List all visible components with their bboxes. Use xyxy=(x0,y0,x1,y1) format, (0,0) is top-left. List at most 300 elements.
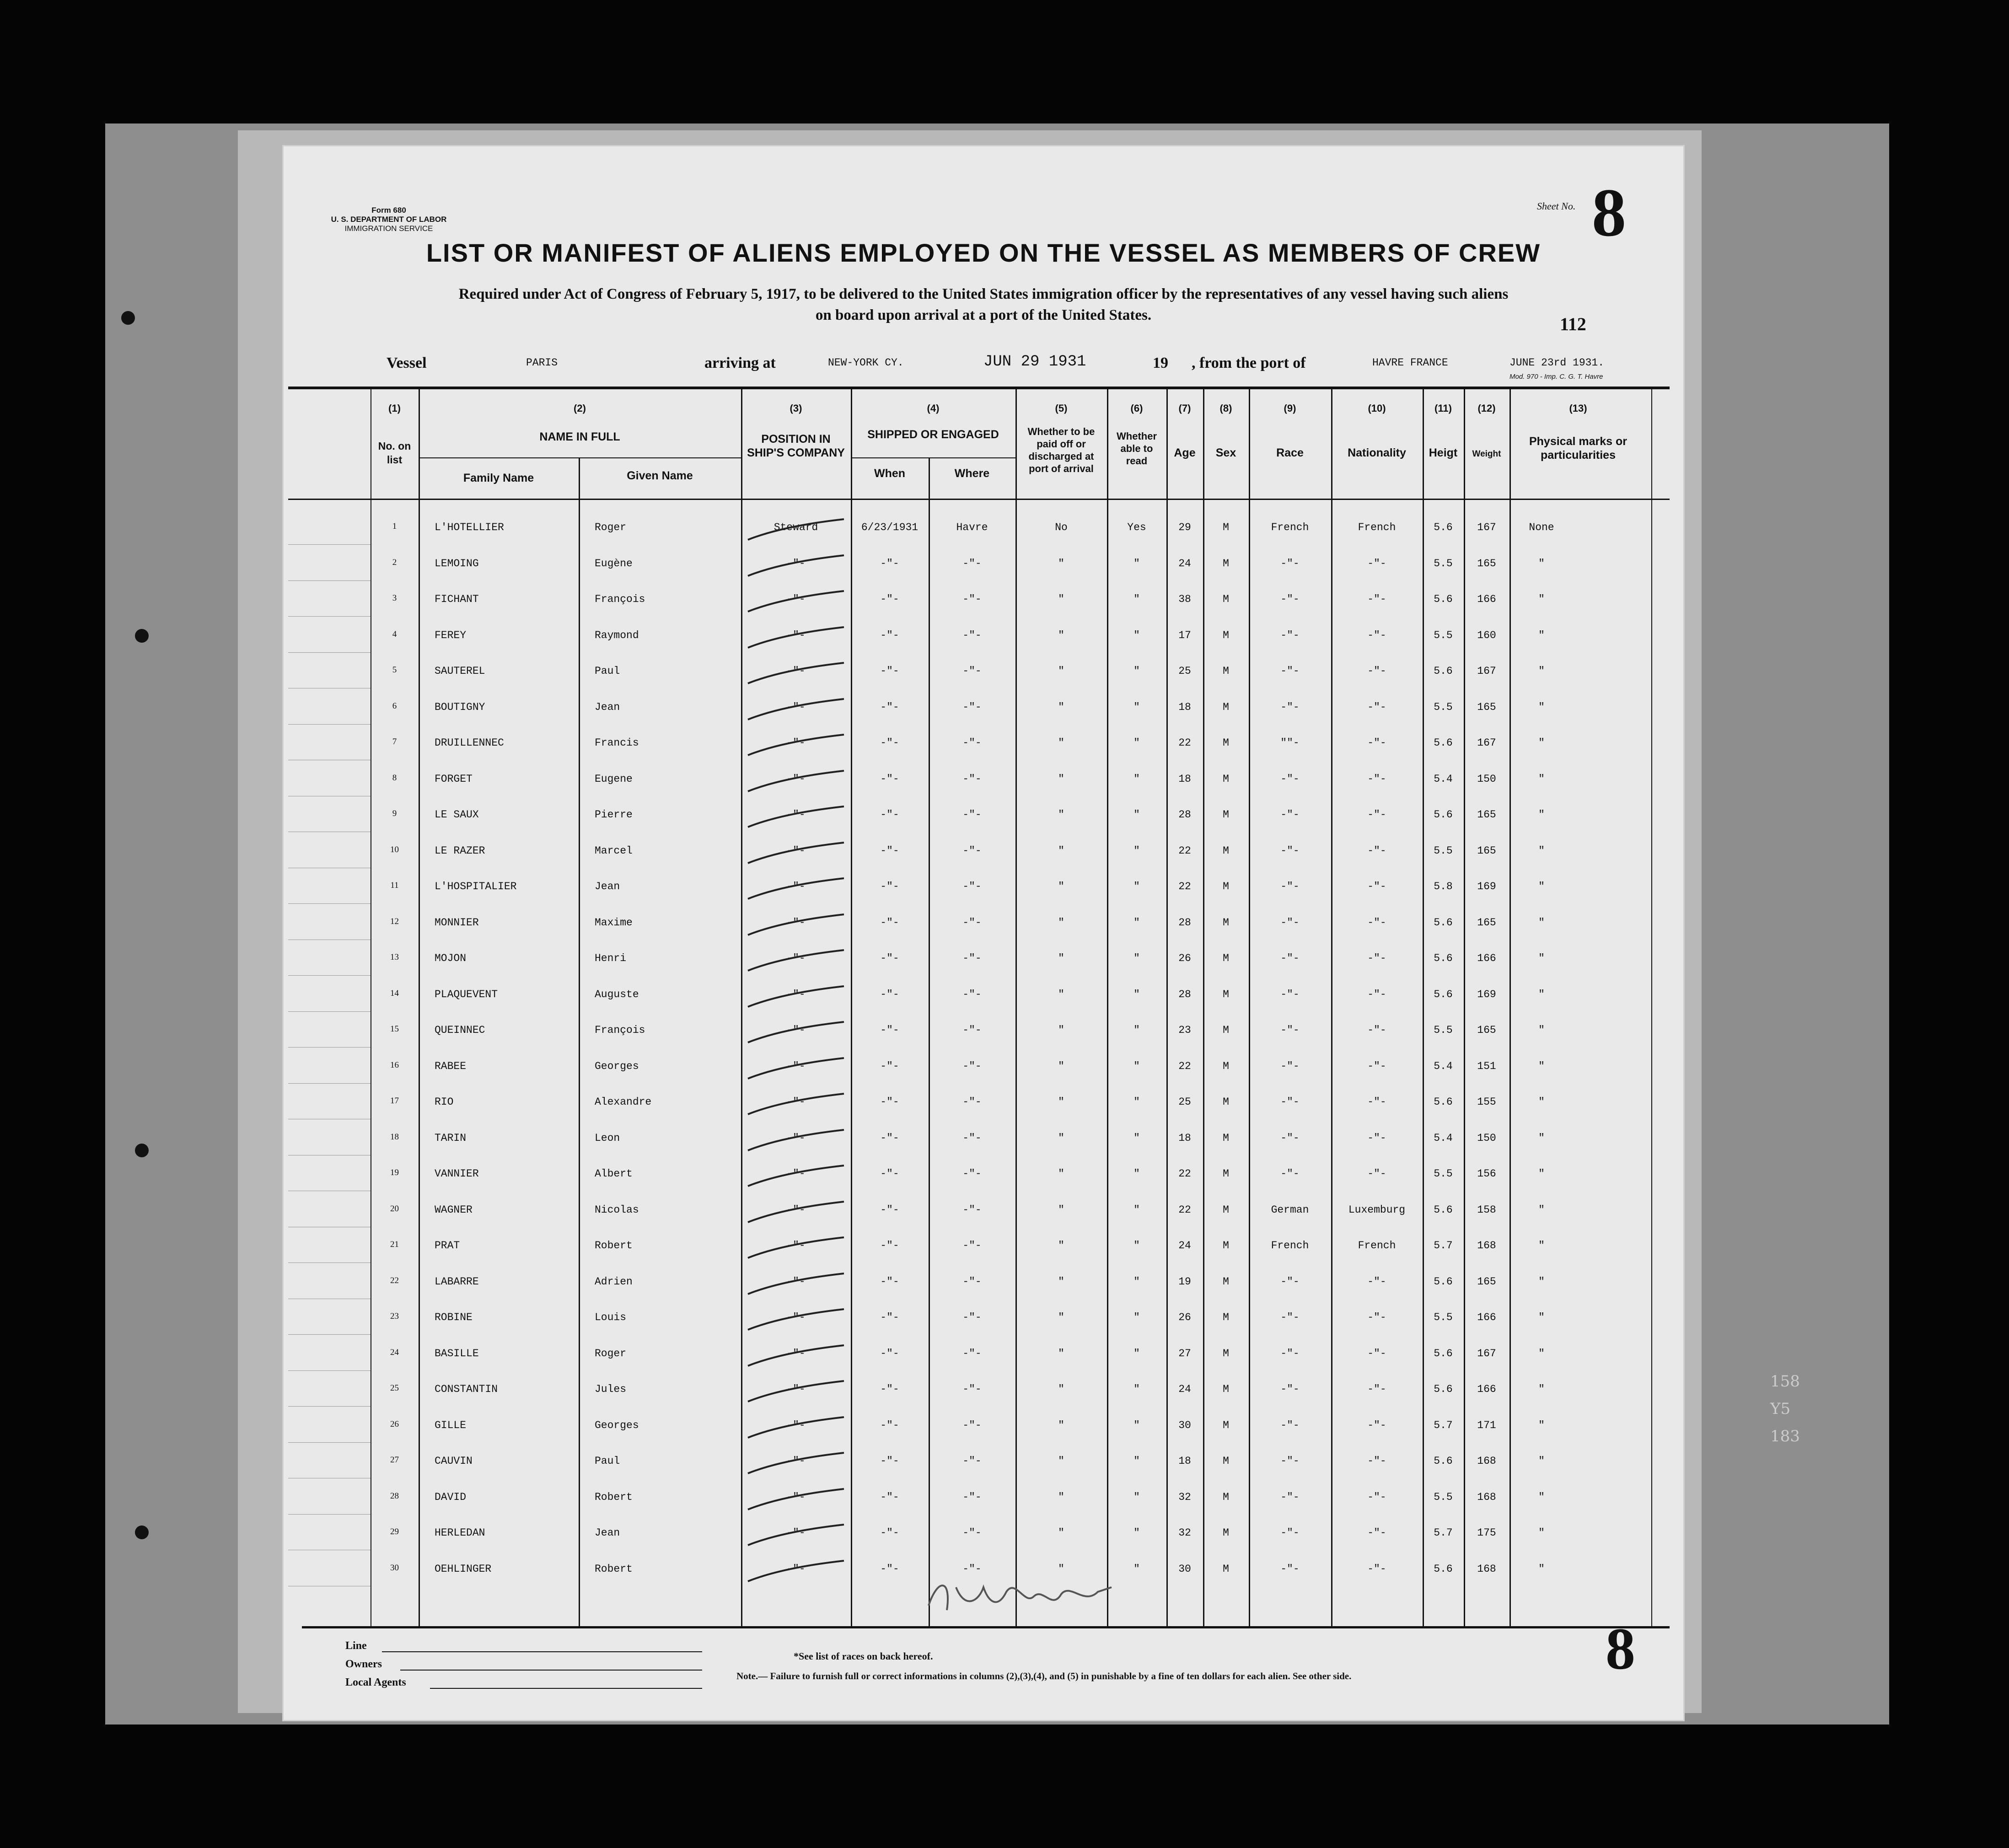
shipped-subheader-rule xyxy=(851,457,1015,458)
cell-nationality: -"- xyxy=(1367,881,1386,892)
cell-given: Raymond xyxy=(595,629,639,641)
cell-weight: 150 xyxy=(1477,1132,1496,1144)
col-num-5: (5) xyxy=(1055,403,1068,414)
check-mark xyxy=(743,732,849,760)
cell-weight: 158 xyxy=(1477,1203,1496,1216)
cell-no: 10 xyxy=(390,844,399,854)
cell-age: 28 xyxy=(1178,988,1191,1000)
cell-family: FEREY xyxy=(435,629,467,641)
cell-where: -"- xyxy=(962,809,982,821)
cell-sex: M xyxy=(1223,881,1229,892)
cell-marks: " xyxy=(1538,809,1545,821)
cell-position: -"- xyxy=(786,916,806,929)
cell-race: -"- xyxy=(1280,809,1300,821)
cell-paid: " xyxy=(1058,665,1064,677)
cell-age: 28 xyxy=(1178,809,1191,821)
cell-when: -"- xyxy=(880,1168,899,1180)
cell-read: " xyxy=(1133,773,1140,785)
header-height: Heigt xyxy=(1429,446,1458,459)
footer-owners-underline xyxy=(400,1670,702,1671)
check-mark xyxy=(743,840,849,868)
cell-given: Nicolas xyxy=(595,1203,639,1216)
cell-race: -"- xyxy=(1280,1275,1300,1288)
cell-height: 5.8 xyxy=(1434,881,1453,892)
cell-nationality: -"- xyxy=(1367,1527,1386,1539)
cell-given: Henri xyxy=(595,952,627,964)
cell-given: Georges xyxy=(595,1060,639,1072)
cell-sex: M xyxy=(1223,1240,1229,1252)
cell-age: 18 xyxy=(1178,773,1191,785)
table-row xyxy=(284,1230,1683,1266)
table-row xyxy=(284,584,1683,620)
cell-where: -"- xyxy=(962,916,982,929)
cell-read: " xyxy=(1133,1491,1140,1503)
row-rule xyxy=(288,1334,371,1335)
row-rule xyxy=(288,975,371,976)
cell-when: -"- xyxy=(880,1347,899,1359)
cell-nationality: -"- xyxy=(1367,1096,1386,1108)
row-rule xyxy=(288,1442,371,1443)
table-row xyxy=(284,620,1683,656)
cell-given: Jean xyxy=(595,881,620,892)
cell-family: BASILLE xyxy=(435,1347,479,1359)
cell-age: 25 xyxy=(1178,1096,1191,1108)
cell-family: QUEINNEC xyxy=(435,1024,485,1036)
cell-read: " xyxy=(1133,557,1140,569)
cell-position: -"- xyxy=(786,665,806,677)
sheet-number: 8 xyxy=(1592,175,1626,251)
cell-given: Auguste xyxy=(595,988,639,1000)
check-mark xyxy=(743,1163,849,1191)
cell-nationality: -"- xyxy=(1367,1024,1386,1036)
cell-when: -"- xyxy=(880,1491,899,1503)
cell-height: 5.7 xyxy=(1434,1527,1453,1539)
cell-marks: " xyxy=(1538,1024,1545,1036)
cell-given: Adrien xyxy=(595,1275,633,1288)
cell-given: Marcel xyxy=(595,844,633,857)
cell-height: 5.5 xyxy=(1434,629,1453,641)
vessel-label: Vessel xyxy=(387,355,427,371)
cell-position: -"- xyxy=(786,1347,806,1359)
cell-position: -"- xyxy=(786,1563,806,1575)
cell-read: " xyxy=(1133,1419,1140,1431)
cell-family: VANNIER xyxy=(435,1168,479,1180)
check-mark xyxy=(743,804,849,832)
cell-weight: 165 xyxy=(1477,844,1496,857)
cell-nationality: -"- xyxy=(1367,593,1386,605)
col-num-10: (10) xyxy=(1368,403,1386,414)
cell-height: 5.5 xyxy=(1434,844,1453,857)
cell-no: 30 xyxy=(390,1563,399,1573)
cell-paid: " xyxy=(1058,737,1064,749)
cell-race: -"- xyxy=(1280,1060,1300,1072)
cell-when: -"- xyxy=(880,844,899,857)
header-sex: Sex xyxy=(1215,446,1236,459)
cell-sex: M xyxy=(1223,1132,1229,1144)
cell-marks: " xyxy=(1538,1132,1545,1144)
cell-position: -"- xyxy=(786,1383,806,1395)
cell-where: -"- xyxy=(962,557,982,569)
cell-position: -"- xyxy=(786,809,806,821)
cell-age: 30 xyxy=(1178,1419,1191,1431)
cell-read: " xyxy=(1133,701,1140,713)
row-rule xyxy=(288,903,371,904)
cell-marks: " xyxy=(1538,1275,1545,1288)
cell-weight: 167 xyxy=(1477,1347,1496,1359)
cell-where: -"- xyxy=(962,988,982,1000)
row-rule xyxy=(288,1262,371,1263)
cell-where: -"- xyxy=(962,1455,982,1467)
cell-marks: " xyxy=(1538,1527,1545,1539)
cell-sex: M xyxy=(1223,1491,1229,1503)
cell-no: 7 xyxy=(392,737,397,747)
form-number: Form 680 xyxy=(371,206,406,215)
cell-nationality: -"- xyxy=(1367,916,1386,929)
cell-position: -"- xyxy=(786,844,806,857)
row-rule xyxy=(288,616,371,617)
cell-nationality: -"- xyxy=(1367,1168,1386,1180)
cell-marks: " xyxy=(1538,916,1545,929)
row-rule xyxy=(288,1406,371,1407)
cell-where: -"- xyxy=(962,881,982,892)
cell-weight: 166 xyxy=(1477,1383,1496,1395)
cell-weight: 165 xyxy=(1477,1275,1496,1288)
cell-sex: M xyxy=(1223,916,1229,929)
cell-read: " xyxy=(1133,916,1140,929)
cell-paid: " xyxy=(1058,1203,1064,1216)
cell-nationality: -"- xyxy=(1367,629,1386,641)
cell-position: -"- xyxy=(786,1132,806,1144)
cell-age: 18 xyxy=(1178,701,1191,713)
cell-height: 5.6 xyxy=(1434,952,1453,964)
cell-when: -"- xyxy=(880,1311,899,1323)
cell-when: -"- xyxy=(880,1419,899,1431)
check-mark xyxy=(743,1056,849,1083)
cell-age: 22 xyxy=(1178,737,1191,749)
check-mark xyxy=(743,1558,849,1586)
cell-family: PRAT xyxy=(435,1240,460,1252)
cell-race: -"- xyxy=(1280,844,1300,857)
cell-where: Havre xyxy=(956,521,988,533)
cell-where: -"- xyxy=(962,1096,982,1108)
check-mark xyxy=(743,768,849,796)
cell-nationality: -"- xyxy=(1367,1347,1386,1359)
from-port: HAVRE FRANCE xyxy=(1372,357,1448,369)
cell-race: French xyxy=(1271,521,1309,533)
cell-age: 25 xyxy=(1178,665,1191,677)
cell-age: 19 xyxy=(1178,1275,1191,1288)
cell-when: -"- xyxy=(880,1275,899,1288)
cell-no: 24 xyxy=(390,1347,399,1357)
check-mark xyxy=(743,1415,849,1442)
cell-position: -"- xyxy=(786,1024,806,1036)
cell-where: -"- xyxy=(962,1132,982,1144)
cell-when: -"- xyxy=(880,665,899,677)
cell-position: -"- xyxy=(786,1275,806,1288)
cell-position: -"- xyxy=(786,1203,806,1216)
col-num-4: (4) xyxy=(927,403,940,414)
cell-age: 22 xyxy=(1178,881,1191,892)
cell-when: -"- xyxy=(880,1096,899,1108)
cell-weight: 165 xyxy=(1477,1024,1496,1036)
cell-position: -"- xyxy=(786,737,806,749)
cell-weight: 169 xyxy=(1477,881,1496,892)
cell-family: OEHLINGER xyxy=(435,1563,492,1575)
cell-weight: 168 xyxy=(1477,1491,1496,1503)
col-num-3: (3) xyxy=(790,403,802,414)
cell-given: Roger xyxy=(595,521,627,533)
cell-where: -"- xyxy=(962,593,982,605)
cell-no: 17 xyxy=(390,1096,399,1106)
cell-when: -"- xyxy=(880,737,899,749)
cell-sex: M xyxy=(1223,701,1229,713)
cell-race: -"- xyxy=(1280,1491,1300,1503)
cell-position: -"- xyxy=(786,557,806,569)
check-mark xyxy=(743,1487,849,1514)
cell-family: WAGNER xyxy=(435,1203,473,1216)
check-mark xyxy=(743,589,849,616)
col-num-1: (1) xyxy=(388,403,401,414)
cell-given: Jules xyxy=(595,1383,627,1395)
departure-date: JUNE 23rd 1931. xyxy=(1509,357,1605,369)
cell-marks: " xyxy=(1538,1240,1545,1252)
cell-paid: " xyxy=(1058,557,1064,569)
cell-when: -"- xyxy=(880,988,899,1000)
cell-marks: " xyxy=(1538,988,1545,1000)
cell-position: -"- xyxy=(786,701,806,713)
cell-given: Paul xyxy=(595,1455,620,1467)
sheet-label: Sheet No. xyxy=(1537,200,1576,212)
cell-paid: " xyxy=(1058,773,1064,785)
cell-where: -"- xyxy=(962,1563,982,1575)
cell-nationality: -"- xyxy=(1367,557,1386,569)
cell-no: 26 xyxy=(390,1419,399,1429)
cell-read: " xyxy=(1133,1455,1140,1467)
cell-when: 6/23/1931 xyxy=(861,521,919,533)
table-row xyxy=(284,1410,1683,1446)
cell-sex: M xyxy=(1223,988,1229,1000)
cell-nationality: -"- xyxy=(1367,809,1386,821)
cell-given: Roger xyxy=(595,1347,627,1359)
service-label: IMMIGRATION SERVICE xyxy=(344,224,433,233)
cell-race: ""- xyxy=(1280,737,1300,749)
cell-height: 5.6 xyxy=(1434,809,1453,821)
cell-paid: " xyxy=(1058,1527,1064,1539)
table-row xyxy=(284,1446,1683,1482)
cell-sex: M xyxy=(1223,557,1229,569)
cell-marks: " xyxy=(1538,1419,1545,1431)
cell-weight: 167 xyxy=(1477,737,1496,749)
cell-no: 8 xyxy=(392,773,397,783)
cell-race: -"- xyxy=(1280,988,1300,1000)
cell-nationality: -"- xyxy=(1367,988,1386,1000)
arriving-port: NEW-YORK CY. xyxy=(828,357,904,369)
cell-nationality: -"- xyxy=(1367,1311,1386,1323)
check-mark xyxy=(743,948,849,975)
cell-where: -"- xyxy=(962,737,982,749)
cell-position: -"- xyxy=(786,1527,806,1539)
cell-nationality: -"- xyxy=(1367,737,1386,749)
cell-marks: " xyxy=(1538,1096,1545,1108)
cell-no: 18 xyxy=(390,1132,399,1142)
row-rule xyxy=(288,1083,371,1084)
cell-paid: " xyxy=(1058,1132,1064,1144)
cell-height: 5.6 xyxy=(1434,1203,1453,1216)
cell-read: " xyxy=(1133,1311,1140,1323)
header-name-in-full: NAME IN FULL xyxy=(539,430,620,443)
cell-given: Louis xyxy=(595,1311,627,1323)
cell-when: -"- xyxy=(880,593,899,605)
cell-no: 6 xyxy=(392,701,397,711)
cell-given: Francis xyxy=(595,737,639,749)
cell-age: 22 xyxy=(1178,1168,1191,1180)
arriving-label: arriving at xyxy=(704,355,776,371)
cell-sex: M xyxy=(1223,1419,1229,1431)
check-mark xyxy=(743,1343,849,1370)
check-mark xyxy=(743,876,849,903)
cell-no: 19 xyxy=(390,1168,399,1177)
cell-nationality: -"- xyxy=(1367,844,1386,857)
cell-no: 11 xyxy=(390,881,399,890)
cell-read: " xyxy=(1133,809,1140,821)
cell-paid: " xyxy=(1058,952,1064,964)
cell-read: " xyxy=(1133,1132,1140,1144)
cell-marks: " xyxy=(1538,557,1545,569)
cell-no: 27 xyxy=(390,1455,399,1465)
header-age: Age xyxy=(1174,446,1196,459)
cell-nationality: -"- xyxy=(1367,665,1386,677)
table-row xyxy=(284,512,1683,548)
cell-sex: M xyxy=(1223,773,1229,785)
cell-read: Yes xyxy=(1127,521,1146,533)
cell-age: 24 xyxy=(1178,1383,1191,1395)
header-given-name: Given Name xyxy=(627,469,693,482)
check-mark xyxy=(743,517,849,544)
cell-where: -"- xyxy=(962,773,982,785)
cell-marks: " xyxy=(1538,593,1545,605)
cell-position: -"- xyxy=(786,1096,806,1108)
header-race: Race xyxy=(1276,446,1304,459)
cell-race: -"- xyxy=(1280,1563,1300,1575)
cell-when: -"- xyxy=(880,1455,899,1467)
cell-weight: 165 xyxy=(1477,557,1496,569)
cell-when: -"- xyxy=(880,1240,899,1252)
cell-paid: " xyxy=(1058,1347,1064,1359)
cell-nationality: French xyxy=(1358,1240,1396,1252)
cell-race: -"- xyxy=(1280,557,1300,569)
cell-no: 9 xyxy=(392,809,397,818)
cell-marks: " xyxy=(1538,1203,1545,1216)
cell-marks: " xyxy=(1538,844,1545,857)
table-row xyxy=(284,1159,1683,1194)
footer-agents-underline xyxy=(430,1688,702,1689)
table-row xyxy=(284,943,1683,979)
cell-nationality: -"- xyxy=(1367,952,1386,964)
col-num-6: (6) xyxy=(1130,403,1143,414)
cell-height: 5.6 xyxy=(1434,1383,1453,1395)
table-bottom-rule xyxy=(302,1626,1670,1628)
table-row xyxy=(284,979,1683,1015)
table-row xyxy=(284,836,1683,871)
cell-weight: 156 xyxy=(1477,1168,1496,1180)
cell-family: BOUTIGNY xyxy=(435,701,485,713)
cell-where: -"- xyxy=(962,844,982,857)
cell-height: 5.6 xyxy=(1434,1347,1453,1359)
cell-weight: 166 xyxy=(1477,593,1496,605)
cell-family: RIO xyxy=(435,1096,454,1108)
cell-where: -"- xyxy=(962,1168,982,1180)
cell-height: 5.6 xyxy=(1434,916,1453,929)
page-subtitle xyxy=(311,284,1656,326)
cell-no: 29 xyxy=(390,1527,399,1536)
cell-race: -"- xyxy=(1280,665,1300,677)
table-row xyxy=(284,871,1683,907)
header-weight: Weight xyxy=(1472,449,1501,459)
table-row xyxy=(284,800,1683,835)
cell-weight: 169 xyxy=(1477,988,1496,1000)
col-num-2: (2) xyxy=(574,403,586,414)
header-family-name: Family Name xyxy=(463,472,534,484)
cell-weight: 168 xyxy=(1477,1240,1496,1252)
cell-position: -"- xyxy=(786,593,806,605)
table-row xyxy=(284,764,1683,800)
cell-weight: 155 xyxy=(1477,1096,1496,1108)
cell-height: 5.4 xyxy=(1434,1132,1453,1144)
cell-read: " xyxy=(1133,665,1140,677)
row-rule xyxy=(288,1514,371,1515)
cell-nationality: French xyxy=(1358,521,1396,533)
check-mark xyxy=(743,1379,849,1406)
table-row xyxy=(284,1374,1683,1410)
cell-weight: 165 xyxy=(1477,701,1496,713)
col-num-8: (8) xyxy=(1219,403,1232,414)
cell-family: DAVID xyxy=(435,1491,467,1503)
cell-read: " xyxy=(1133,1168,1140,1180)
cell-height: 5.5 xyxy=(1434,701,1453,713)
cell-sex: M xyxy=(1223,521,1229,533)
cell-age: 23 xyxy=(1178,1024,1191,1036)
col-num-13: (13) xyxy=(1569,403,1587,414)
cell-when: -"- xyxy=(880,1563,899,1575)
table-row xyxy=(284,1087,1683,1123)
cell-race: French xyxy=(1271,1240,1309,1252)
cell-no: 2 xyxy=(392,557,397,567)
sheet-number-bottom: 8 xyxy=(1606,1616,1635,1682)
cell-marks: " xyxy=(1538,737,1545,749)
cell-sex: M xyxy=(1223,1563,1229,1575)
cell-where: -"- xyxy=(962,1347,982,1359)
cell-no: 22 xyxy=(390,1275,399,1285)
cell-weight: 166 xyxy=(1477,952,1496,964)
cell-height: 5.4 xyxy=(1434,773,1453,785)
cell-marks: " xyxy=(1538,773,1545,785)
cell-where: -"- xyxy=(962,1419,982,1431)
cell-given: François xyxy=(595,593,645,605)
cell-given: Pierre xyxy=(595,809,633,821)
cell-sex: M xyxy=(1223,629,1229,641)
cell-sex: M xyxy=(1223,1168,1229,1180)
cell-family: DRUILLENNEC xyxy=(435,737,504,749)
cell-marks: " xyxy=(1538,629,1545,641)
cell-marks: None xyxy=(1529,521,1554,533)
cell-no: 5 xyxy=(392,665,397,675)
punch-hole xyxy=(135,629,149,643)
cell-where: -"- xyxy=(962,1275,982,1288)
cell-height: 5.6 xyxy=(1434,521,1453,533)
cell-when: -"- xyxy=(880,1203,899,1216)
cell-height: 5.7 xyxy=(1434,1240,1453,1252)
cell-race: -"- xyxy=(1280,701,1300,713)
